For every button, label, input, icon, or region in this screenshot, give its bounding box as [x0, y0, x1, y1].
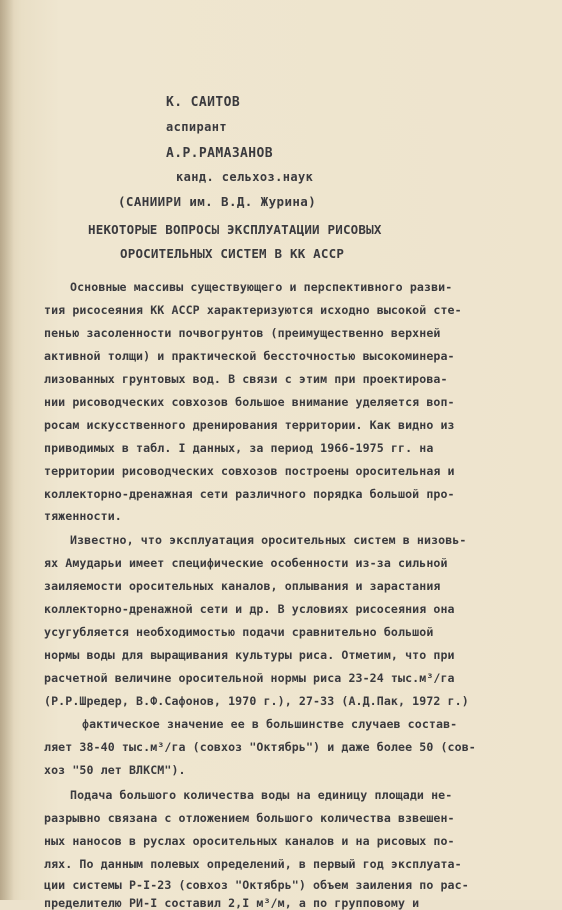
body-line: коллекторно-дренажной сети и др. В условиях рисосеяния она — [44, 602, 455, 616]
institute-affiliation: (САНИИРИ им. В.Д. Журина) — [118, 194, 317, 209]
page-binding-shadow — [0, 0, 14, 900]
body-line: усугубляется необходимостью подачи сравнительно большой — [44, 625, 434, 639]
author-name-2: А.Р.РАМАЗАНОВ — [166, 146, 273, 161]
body-line: ных наносов в руслах оросительных каналов и на рисовых по- — [44, 834, 455, 848]
body-line: хоз "50 лет ВЛКСМ"). — [44, 763, 186, 777]
body-line: нормы воды для выращивания культуры риса. Отметим, что при — [44, 648, 455, 662]
body-line: пределителю РИ-I составил 2,I м³/м, а по групповому и — [44, 896, 420, 910]
body-line: расчетной величине оросительной нормы риса 23-24 тыс.м³/га — [44, 671, 455, 685]
body-line: ях Амударьи имеет специфические особенности из-за сильной — [44, 556, 448, 570]
body-line: фактическое значение ее в большинстве случаев состав- — [82, 717, 458, 731]
body-line: ции системы Р-I-23 (совхоз "Октябрь") объем заиления по рас- — [44, 878, 469, 892]
article-title-line-2: ОРОСИТЕЛЬНЫХ СИСТЕМ В КК АССР — [120, 246, 345, 261]
body-line: нии рисоводческих совхозов большое внимание уделяется воп- — [44, 395, 455, 409]
author-degree-2: канд. сельхоз.наук — [176, 170, 314, 184]
body-line: Известно, что эксплуатация оросительных систем в низовь- — [70, 533, 467, 547]
body-line: Подача большого количества воды на единицу площади не- — [70, 788, 453, 802]
body-line: (Р.Р.Шредер, В.Ф.Сафонов, 1970 г.), 27-33 (А.Д.Пак, 1972 г.) — [44, 694, 469, 708]
body-line: приводимых в табл. I данных, за период 1966-1975 гг. на — [44, 441, 434, 455]
body-line: Основные массивы существующего и перспективного разви- — [70, 280, 453, 294]
body-line: тия рисосеяния КК АССР характеризуются исходно высокой сте- — [44, 303, 462, 317]
body-line: коллекторно-дренажная сети различного порядка большой про- — [44, 487, 455, 501]
author-name-1: К. САИТОВ — [166, 95, 241, 110]
body-line: активной толщи) и практической бессточностью высокоминера- — [44, 349, 455, 363]
body-line: заиляемости оросительных каналов, оплывания и зарастания — [44, 579, 441, 593]
body-line: росам искусственного дренирования территории. Как видно из — [44, 418, 455, 432]
article-title-line-1: НЕКОТОРЫЕ ВОПРОСЫ ЭКСПЛУАТАЦИИ РИСОВЫХ — [88, 222, 382, 237]
body-line: ляет 38-40 тыс.м³/га (совхоз "Октябрь") и даже более 50 (сов- — [44, 740, 476, 754]
body-line: лизованных грунтовых вод. В связи с этим при проектирова- — [44, 372, 448, 386]
author-role-1: аспирант — [166, 120, 227, 134]
body-line: территории рисоводческих совхозов построены оросительная и — [44, 464, 455, 478]
body-line: пенью засоленности почвогрунтов (преимущественно верхней — [44, 326, 441, 340]
body-line: разрывно связана с отложением большого количества взвешен- — [44, 811, 455, 825]
body-line: тяженности. — [44, 509, 122, 523]
body-line: лях. По данным полевых определений, в первый год эксплуата- — [44, 857, 462, 871]
